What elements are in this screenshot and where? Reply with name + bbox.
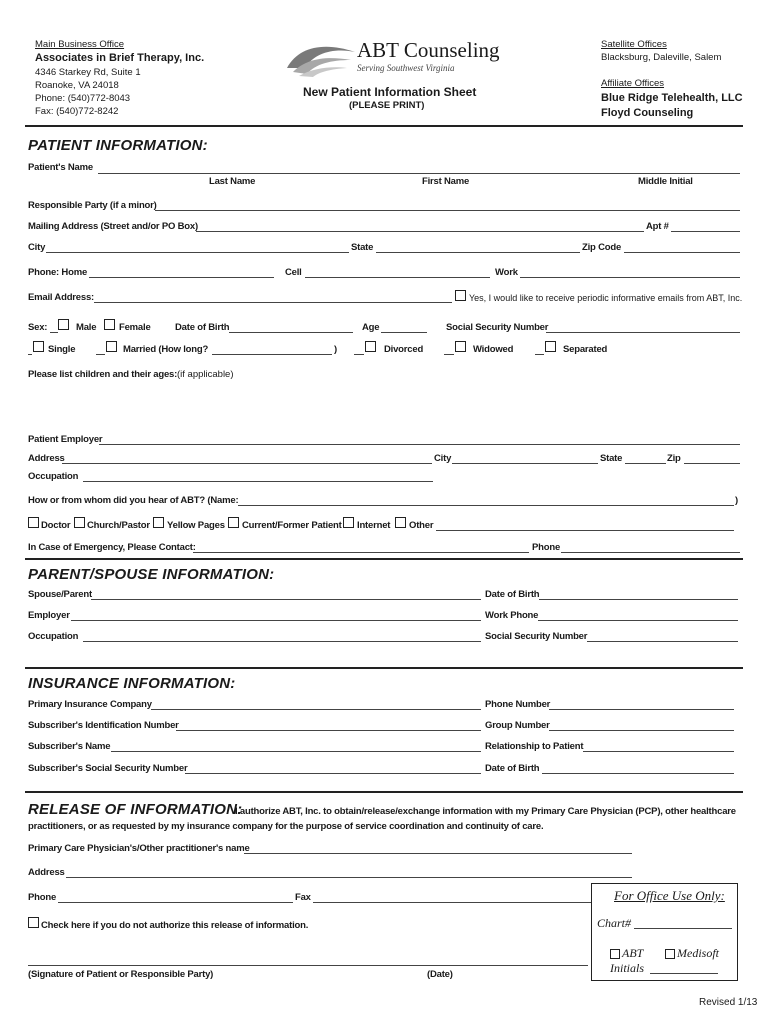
employer-city-label: City	[434, 453, 452, 464]
abt-checkbox[interactable]	[610, 949, 620, 959]
divorced-label: Divorced	[384, 344, 424, 355]
state-label: State	[351, 242, 374, 253]
no-authorize-label: Check here if you do not authorize this release of information.	[41, 920, 309, 931]
occupation-field[interactable]	[83, 481, 433, 482]
children-label: Please list children and their ages:	[28, 369, 178, 380]
address-line-2: Roanoke, VA 24018	[35, 80, 119, 91]
responsible-party-field[interactable]	[155, 210, 740, 211]
occupation-label: Occupation	[28, 471, 79, 482]
referral-internet-checkbox[interactable]	[343, 517, 354, 528]
referral-patient-checkbox[interactable]	[228, 517, 239, 528]
first-name-caption: First Name	[422, 176, 470, 187]
office-fax: Fax: (540)772-8242	[35, 106, 119, 117]
pcp-address-field[interactable]	[66, 877, 632, 878]
insurance-section-title: INSURANCE INFORMATION:	[28, 675, 236, 692]
affiliate-2: Floyd Counseling	[601, 107, 694, 119]
pcp-fax-field[interactable]	[313, 902, 591, 903]
insurance-company-field[interactable]	[151, 709, 481, 710]
initials-label: Initials	[610, 961, 645, 975]
pcp-name-label: Primary Care Physician's/Other practitioner's name	[28, 843, 250, 854]
email-field[interactable]	[94, 302, 452, 303]
spouse-ssn-field[interactable]	[587, 641, 738, 642]
section-divider-3	[25, 791, 743, 793]
referral-internet-label: Internet	[357, 520, 391, 531]
date-caption: (Date)	[427, 969, 453, 980]
subscriber-ssn-label: Subscriber's Social Security Number	[28, 763, 188, 774]
male-label: Male	[76, 322, 97, 333]
referral-other-label: Other	[409, 520, 434, 531]
cell-label: Cell	[285, 267, 302, 278]
separated-checkbox[interactable]	[545, 341, 556, 352]
children-note: (if applicable)	[177, 369, 234, 380]
email-optin-checkbox[interactable]	[455, 290, 466, 301]
married-checkbox[interactable]	[106, 341, 117, 352]
mailing-address-field[interactable]	[196, 231, 644, 232]
employer-state-label: State	[600, 453, 623, 464]
single-label: Single	[48, 344, 76, 355]
insurance-phone-field[interactable]	[549, 709, 734, 710]
parent-section-title: PARENT/SPOUSE INFORMATION:	[28, 566, 275, 583]
apt-label: Apt #	[646, 221, 669, 232]
dob-field[interactable]	[229, 332, 353, 333]
spouse-occupation-label: Occupation	[28, 631, 79, 642]
no-authorize-checkbox[interactable]	[28, 917, 39, 928]
chart-number-label: Chart#	[597, 916, 632, 930]
affiliate-1: Blue Ridge Telehealth, LLC	[601, 92, 743, 104]
patient-section-title: PATIENT INFORMATION:	[28, 137, 208, 154]
signature-caption: (Signature of Patient or Responsible Party)	[28, 969, 214, 980]
spouse-occupation-field[interactable]	[83, 641, 481, 642]
spouse-dob-field[interactable]	[539, 599, 738, 600]
single-checkbox[interactable]	[33, 341, 44, 352]
subscriber-name-label: Subscriber's Name	[28, 741, 111, 752]
referral-church-label: Church/Pastor	[87, 520, 150, 531]
subscriber-id-field[interactable]	[176, 730, 481, 731]
spouse-field[interactable]	[91, 599, 481, 600]
emergency-phone-label: Phone	[532, 542, 561, 553]
spouse-employer-label: Employer	[28, 610, 70, 621]
employer-zip-label: Zip	[667, 453, 681, 464]
relationship-field[interactable]	[583, 751, 734, 752]
employer-city-field[interactable]	[452, 463, 598, 464]
employer-label: Patient Employer	[28, 434, 103, 445]
employer-state-field[interactable]	[625, 463, 666, 464]
relationship-label: Relationship to Patient	[485, 741, 584, 752]
female-label: Female	[119, 322, 151, 333]
referral-close-paren: )	[735, 495, 738, 506]
logo-tagline: Serving Southwest Virginia	[357, 63, 455, 73]
affiliate-label: Affiliate Offices	[601, 78, 665, 89]
state-field[interactable]	[376, 252, 580, 253]
city-field[interactable]	[46, 252, 349, 253]
spouse-dob-label: Date of Birth	[485, 589, 540, 600]
apt-field[interactable]	[671, 231, 740, 232]
main-office-label: Main Business Office	[35, 39, 125, 50]
zip-label: Zip Code	[582, 242, 622, 253]
city-label: City	[28, 242, 46, 253]
abt-logo-mark	[285, 38, 357, 78]
married-duration-field[interactable]	[212, 354, 332, 355]
married-label: Married (How long?	[123, 344, 209, 355]
male-checkbox[interactable]	[58, 319, 69, 330]
spouse-ssn-label: Social Security Number	[485, 631, 588, 642]
medisoft-label: Medisoft	[677, 946, 719, 960]
referral-yellow-pages-checkbox[interactable]	[153, 517, 164, 528]
subscriber-dob-field[interactable]	[542, 773, 734, 774]
employer-field[interactable]	[99, 444, 740, 445]
email-label: Email Address:	[28, 292, 95, 303]
referral-doctor-checkbox[interactable]	[28, 517, 39, 528]
emergency-contact-label: In Case of Emergency, Please Contact:	[28, 542, 196, 553]
company-name: Associates in Brief Therapy, Inc.	[35, 52, 205, 64]
referral-doctor-label: Doctor	[41, 520, 71, 531]
middle-initial-caption: Middle Initial	[638, 176, 693, 187]
married-close-paren: )	[334, 344, 337, 355]
ssn-field[interactable]	[546, 332, 740, 333]
initials-field[interactable]	[650, 973, 718, 974]
referral-name-field[interactable]	[238, 505, 734, 506]
employer-address-field[interactable]	[62, 463, 432, 464]
release-text-2: practitioners, or as requested by my insurance company for the purpose of service coordination and continuity of care.	[28, 821, 544, 832]
medisoft-checkbox[interactable]	[665, 949, 675, 959]
dob-label: Date of Birth	[175, 322, 230, 333]
release-section-title: RELEASE OF INFORMATION:	[28, 801, 243, 818]
referral-patient-label: Current/Former Patient	[242, 520, 342, 531]
patient-name-label: Patient's Name	[28, 162, 93, 173]
section-divider-2	[25, 667, 743, 669]
revision-note: Revised 1/13	[699, 997, 758, 1008]
home-phone-field[interactable]	[89, 277, 274, 278]
home-phone-label: Phone: Home	[28, 267, 88, 278]
spouse-work-phone-field[interactable]	[538, 620, 738, 621]
employer-zip-field[interactable]	[684, 463, 740, 464]
cell-field[interactable]	[305, 277, 490, 278]
insurance-phone-label: Phone Number	[485, 699, 551, 710]
work-phone-field[interactable]	[520, 277, 740, 278]
subscriber-ssn-field[interactable]	[185, 773, 481, 774]
responsible-party-label: Responsible Party (if a minor)	[28, 200, 157, 211]
spouse-employer-field[interactable]	[71, 620, 481, 621]
subscriber-name-field[interactable]	[111, 751, 481, 752]
zip-field[interactable]	[624, 252, 740, 253]
pcp-name-field[interactable]	[244, 853, 632, 854]
ssn-label: Social Security Number	[446, 322, 549, 333]
logo-name: ABT Counseling	[357, 38, 500, 62]
children-field[interactable]	[28, 384, 740, 432]
header-divider	[25, 125, 743, 127]
group-number-field[interactable]	[549, 730, 734, 731]
email-optin-text: Yes, I would like to receive periodic informative emails from ABT, Inc.	[469, 293, 743, 303]
widowed-label: Widowed	[473, 344, 514, 355]
subscriber-dob-label: Date of Birth	[485, 763, 540, 774]
work-label: Work	[495, 267, 518, 278]
widowed-checkbox[interactable]	[455, 341, 466, 352]
insurance-company-label: Primary Insurance Company	[28, 699, 152, 710]
group-number-label: Group Number	[485, 720, 550, 731]
chart-number-field[interactable]	[634, 928, 732, 929]
referral-yellow-pages-label: Yellow Pages	[167, 520, 225, 531]
age-field[interactable]	[381, 332, 427, 333]
female-checkbox[interactable]	[104, 319, 115, 330]
office-use-title: For Office Use Only:	[614, 888, 725, 903]
pcp-phone-field[interactable]	[58, 902, 293, 903]
satellite-list: Blacksburg, Daleville, Salem	[601, 52, 722, 63]
employer-address-label: Address	[28, 453, 65, 464]
pcp-fax-label: Fax	[295, 892, 311, 903]
sex-label: Sex:	[28, 322, 48, 333]
satellite-label: Satellite Offices	[601, 39, 667, 50]
address-line-1: 4346 Starkey Rd, Suite 1	[35, 67, 141, 78]
abt-label: ABT	[622, 946, 644, 960]
emergency-contact-field[interactable]	[193, 552, 529, 553]
pcp-address-label: Address	[28, 867, 65, 878]
emergency-phone-field[interactable]	[561, 552, 740, 553]
referral-church-checkbox[interactable]	[74, 517, 85, 528]
referral-other-field[interactable]	[436, 530, 734, 531]
age-label: Age	[362, 322, 380, 333]
referral-other-checkbox[interactable]	[395, 517, 406, 528]
spouse-work-phone-label: Work Phone	[485, 610, 539, 621]
pcp-phone-label: Phone	[28, 892, 57, 903]
section-divider-1	[25, 558, 743, 560]
spouse-label: Spouse/Parent	[28, 589, 92, 600]
patient-name-field[interactable]	[98, 173, 740, 174]
subscriber-id-label: Subscriber's Identification Number	[28, 720, 179, 731]
form-subtitle: (PLEASE PRINT)	[349, 100, 425, 111]
form-title: New Patient Information Sheet	[303, 85, 477, 99]
referral-label: How or from whom did you hear of ABT? (Name:	[28, 495, 239, 506]
release-text-1: I authorize ABT, Inc. to obtain/release/exchange information with my Primary Care Physician (PCP), other healthcare	[235, 806, 736, 817]
divorced-checkbox[interactable]	[365, 341, 376, 352]
office-phone: Phone: (540)772-8043	[35, 93, 131, 104]
signature-field[interactable]	[28, 965, 588, 966]
separated-label: Separated	[563, 344, 608, 355]
mailing-address-label: Mailing Address (Street and/or PO Box)	[28, 221, 198, 232]
last-name-caption: Last Name	[209, 176, 256, 187]
